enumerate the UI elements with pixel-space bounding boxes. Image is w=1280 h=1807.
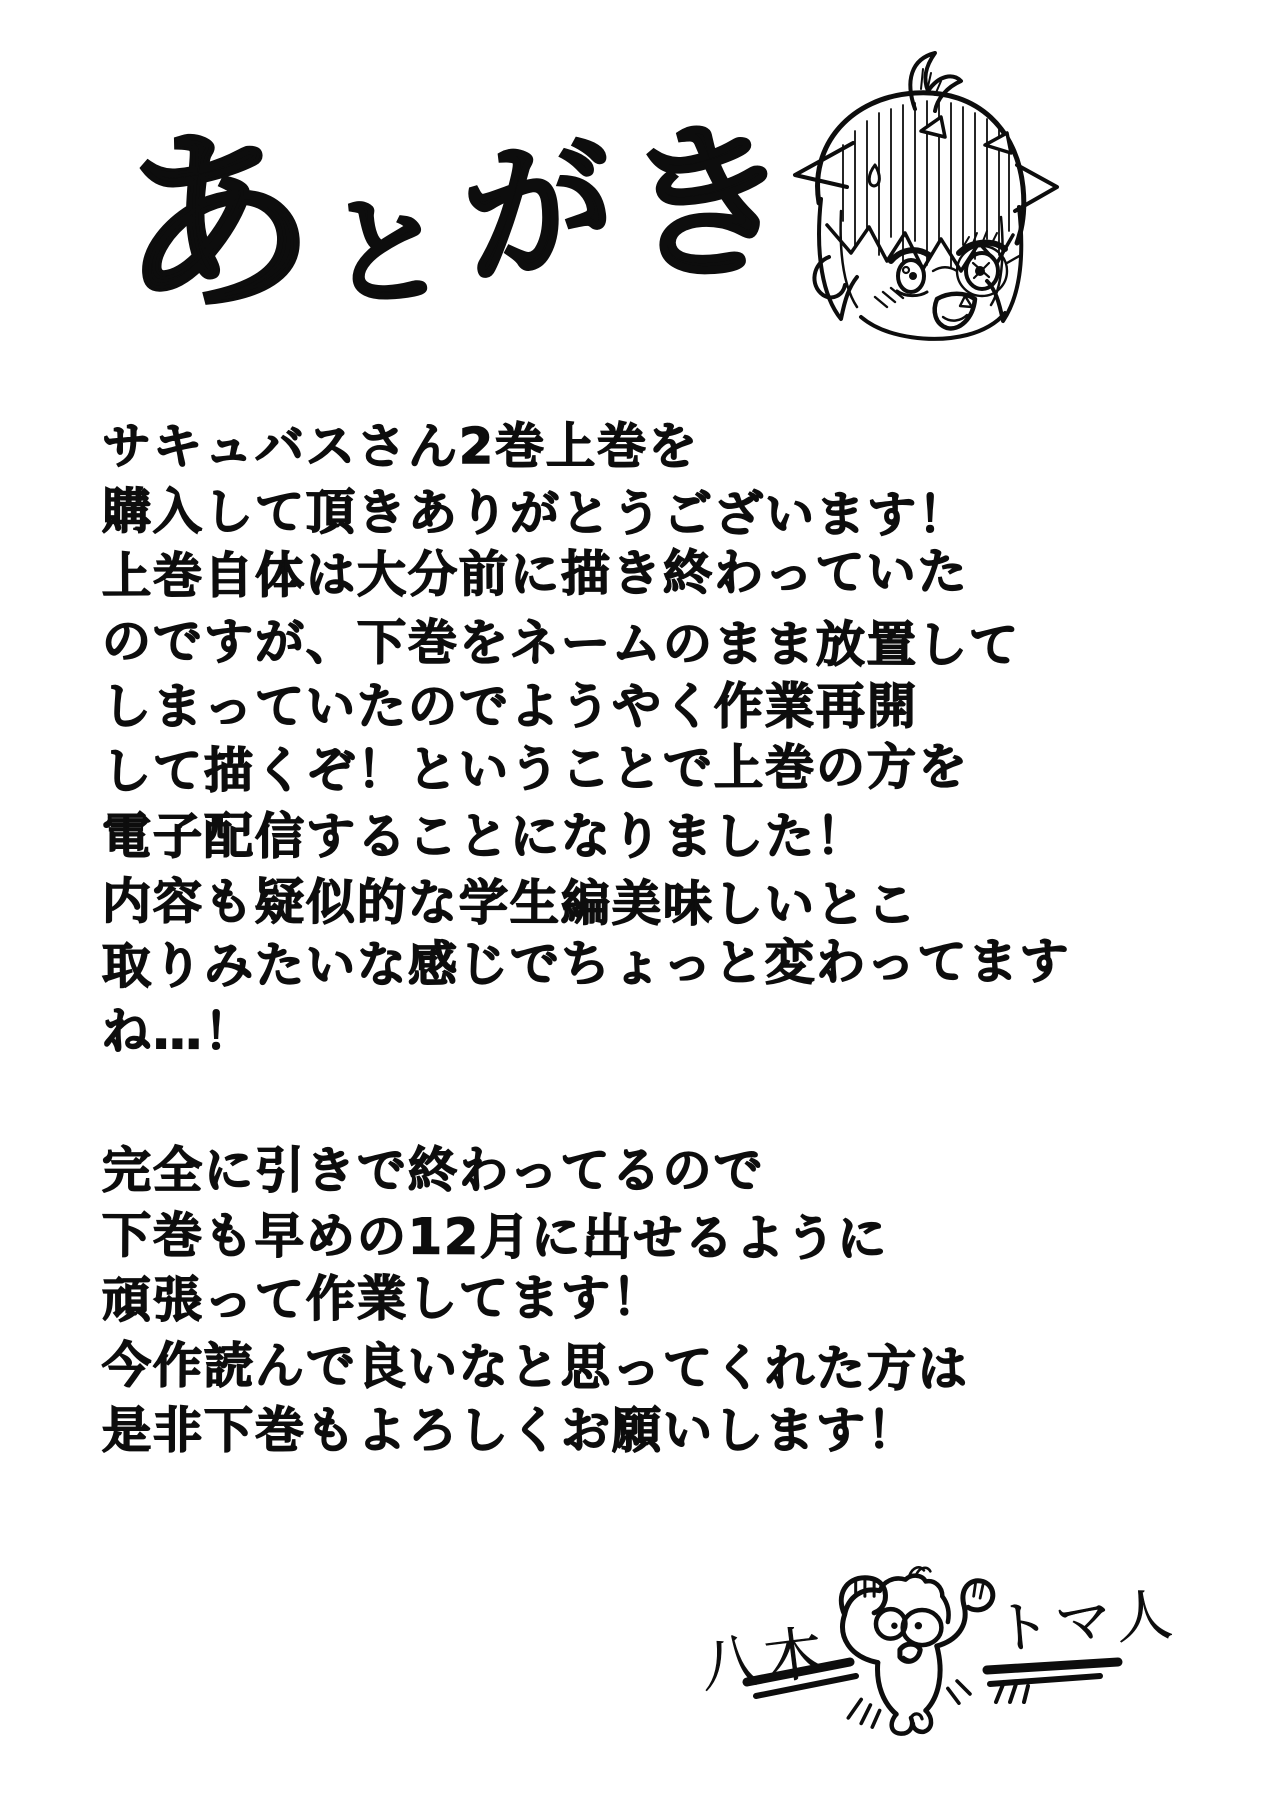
afterword-line: 是非下巻もよろしくお願いします！ [102,1402,919,1459]
afterword-line: 上巻自体は大分前に描き終わっていた [101,543,969,605]
afterword-line: ね…！ [101,1003,256,1061]
title-char: と [324,180,450,324]
afterword-line: 頑張って作業してます！ [101,1269,664,1329]
paragraph [102,414,1222,1064]
signature-name-right: トマ人 [991,1582,1180,1663]
afterword-line: しまっていたのでようやく作業再開 [102,678,919,735]
afterword-line: のですが、下巻をネームのまま放置して [101,613,1021,675]
page-title [110,88,798,348]
title-char: あ [110,103,323,345]
title-char: き [619,101,798,307]
chibi-girl-sketch-icon [765,44,1065,356]
afterword-line: 内容も疑似的な学生編美味しいとこ [101,873,919,934]
afterword-line: 購入して頂きありがとうございます！ [101,483,970,544]
afterword-line: 電子配信することになりました！ [102,808,868,865]
signature-underline-strokes [560,1630,1160,1762]
signature-name-left: 八木 [696,1617,833,1701]
afterword-line: 完全に引きで終わってるので [102,1142,765,1199]
afterword-line: 下巻も早めの12月に出せるように [101,1207,889,1268]
title-char: が [453,116,625,308]
afterword-line: 今作読んで良いなと思ってくれた方は [101,1337,970,1398]
afterword-line: して描くぞ！ということで上巻の方を [101,738,970,800]
paragraph [102,1138,1222,1463]
afterword-line: サキュバスさん2巻上巻を [102,418,700,475]
afterword-line: 取りみたいな感じでちょっと変わってます [101,932,1071,995]
